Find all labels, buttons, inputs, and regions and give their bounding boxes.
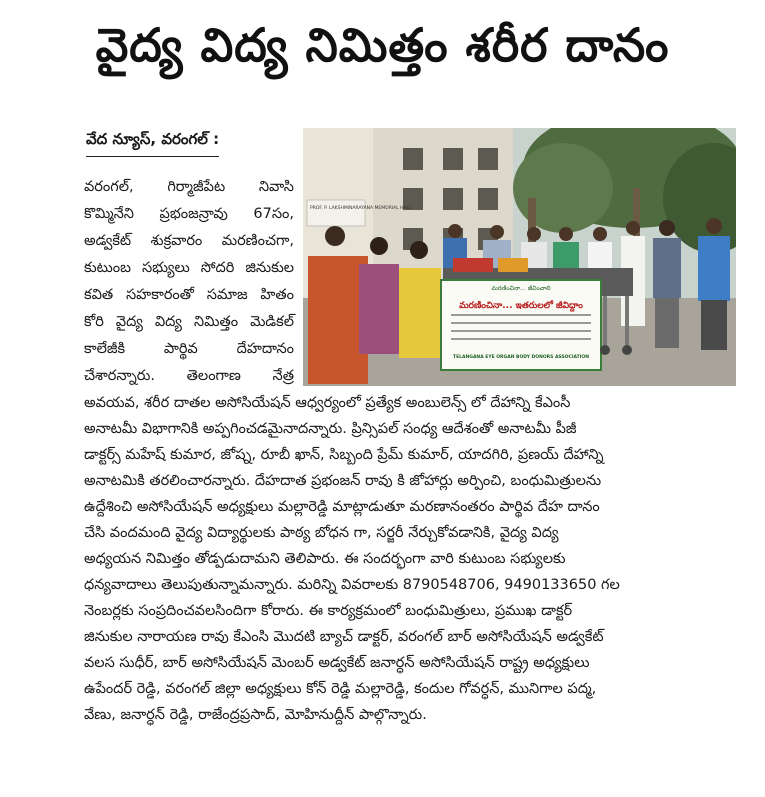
dateline: వేద న్యూస్, వరంగల్ : (86, 130, 219, 157)
headline: వైద్య విద్య నిమిత్తం శరీర దానం (95, 18, 670, 72)
body-line: నెంబర్లకు సంప్రదించవలసిందిగా కోరారు. ఈ కార్యక్రమంలో బంధుమిత్రులు, ప్రముఖ డాక్టర్ (84, 603, 573, 619)
building-sign: PROF. P. LAKSHMINARAYANA MEMORIAL HALL (310, 206, 412, 211)
column-line: చేశారన్నారు. తెలంగాణ నేత్ర (84, 368, 294, 384)
column-line: కోరి వైద్య విద్య నిమిత్తం మెడికల్ (84, 314, 294, 330)
body-line: వేణు, జనార్ధన్ రెడ్డి, రాజేంద్రప్రసాద్, మోహినుద్దీన్ పాల్గొన్నారు. (84, 707, 427, 723)
body-line: డాక్టర్స్ మహేష్ కుమార, జోష్న, రూబీ ఖాన్, సిబ్బంది ప్రేమ్ కుమార్, యాదగిరి, ప్రణయ్ దేహాన్ని (84, 447, 604, 463)
body-line: అధ్యయన నిమిత్తం తోడ్పడుదామని తెలిపారు. ఈ సందర్భంగా వారి కుటుంబ సభ్యులకు (84, 551, 566, 567)
body-line: వలస సుధీర్, బార్ అసోసియేషన్ మెంబర్ అడ్వకేట్ జనార్ధన్ అసోసియేషన్ రాష్ట్ర అధ్యక్షులు (84, 655, 590, 671)
body-line: ఉద్దేశించి అసోసియేషన్ అధ్యక్షులు మల్లారెడ్డి మాట్లాడుతూ మరణానంతరం పార్థివ దేహ దానం (84, 499, 600, 515)
banner-footer: TELANGANA EYE ORGAN BODY DONORS ASSOCIATION (453, 355, 589, 360)
article-photo (303, 128, 736, 386)
body-line: అనాటమీ విభాగానికి అప్పగించడమైనాదన్నారు. ప్రిన్సిపల్ సంధ్య ఆదేశంతో అనాటమీ పీజీ (84, 421, 577, 437)
column-line: అడ్వకేట్ శుక్రవారం మరణించగా, (84, 233, 294, 249)
body-line: అవయవ, శరీర దాతల అసోసియేషన్ ఆధ్వర్యంలో ప్రత్యేక అంబులెన్స్ లో దేహాన్ని కేఎంసీ (84, 395, 571, 411)
body-line: చేసి వందమంది వైద్య విద్యార్థులకు పాఠ్య బోధన గా, సర్జరీ నేర్చుకోవడానికి, వైద్య విద్య (84, 525, 559, 541)
body-line: ధన్యవాదాలు తెలుపుతున్నామన్నారు. మరిన్ని వివరాలకు 8790548706, 9490133650 గల (84, 577, 620, 593)
banner-title: మరణించినా... ఇతరులలో జీవిద్దాం (459, 301, 583, 311)
column-line: కవిత సహకారంతో సమాజ హితం (84, 287, 294, 303)
column-line: కుటుంబ సభ్యులు సోదరి జినుకుల (84, 260, 294, 276)
body-line: ఉపేందర్ రెడ్డి, వరంగల్ జిల్లా అధ్యక్షులు కోన్ రెడ్డి మల్లారెడ్డి, కందుల గోవర్ధన్, మునిగాల పద్మ, (84, 681, 597, 697)
column-line: కొమ్మినేని ప్రభంజన్రావు 67సం, (84, 206, 294, 222)
banner-heading: మరణించినా... జీవించాలి (491, 285, 551, 292)
body-line: అనాటమికి తరలించారన్నారు. దేహదాత ప్రభంజన్ రావు కి జోహార్లు అర్పించి, బంధుమిత్రులను (84, 473, 602, 489)
column-line: వరంగల్, గిర్మాజీపేట నివాసి (84, 179, 294, 195)
body-line: జినుకుల నారాయణ రావు కేఎంసి మొదటి బ్యాచ్ డాక్టర్, వరంగల్ బార్ అసోసియేషన్ అడ్వకేట్ (84, 629, 604, 645)
column-line: కాలేజీకి పార్థివ దేహదానం (84, 341, 294, 357)
photo-illustration (303, 128, 736, 386)
